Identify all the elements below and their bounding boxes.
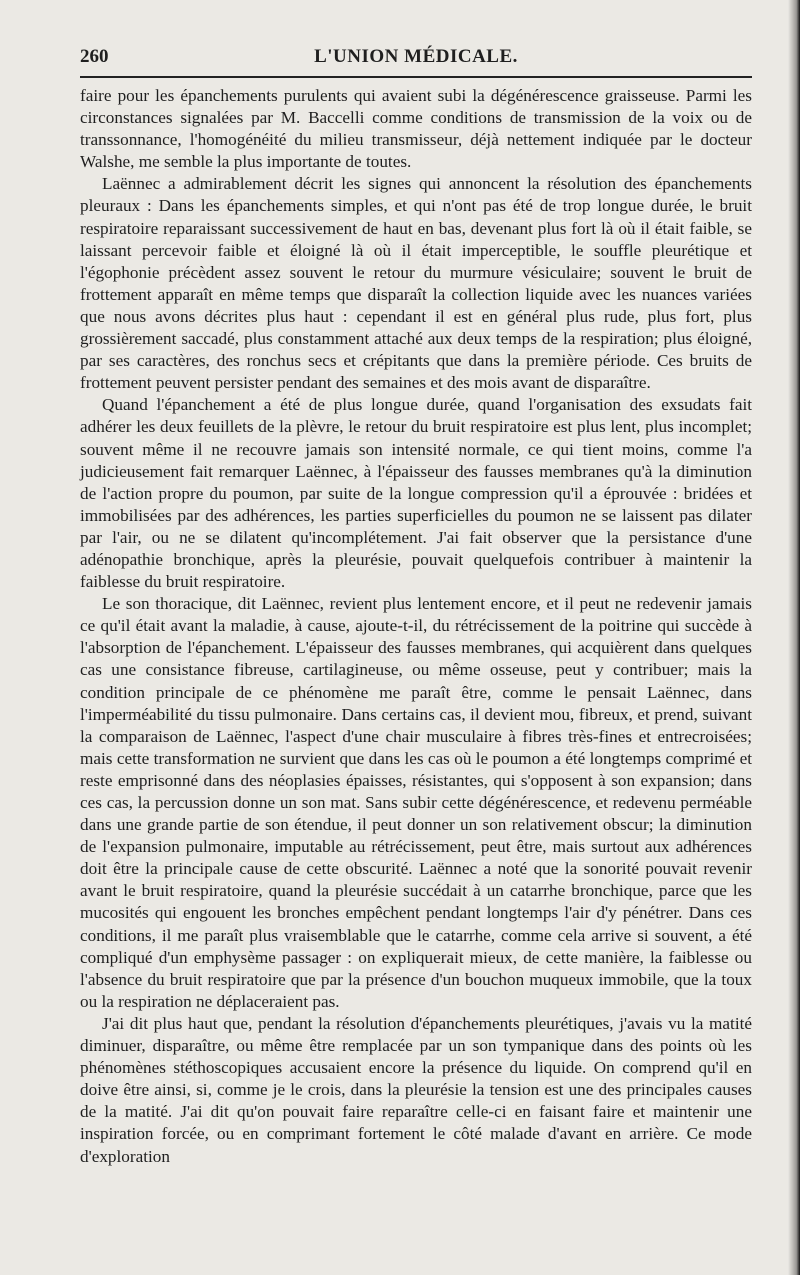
body-text (80, 85, 752, 1168)
paragraph: Laënnec a admirablement décrit les signes qui annoncent la résolution des épanchements pleuraux : Dans les épanchements simples, et qui n'ont pas été de trop longue durée, le bruit respiratoire reparaissant successivement de haut en bas, devenant plus fort là où il était faible, se laissant percevoir faible et éloigné là où il était imperceptible, le souffle pleurétique et l'égophonie précèdent assez souvent le retour du murmure vésiculaire; souvent le bruit de frottement apparaît en même temps que disparaît la collection liquide avec les nuances variées que nous avons décrites plus haut : cependant il est en général plus rude, plus fort, plus grossièrement saccadé, plus constamment attaché aux deux temps de la respiration; plus éloigné, par ses caractères, des ronchus secs et crépitants que dans la première période. Ces bruits de frottement peuvent persister pendant des semaines et des mois avant de disparaître. (80, 174, 752, 393)
page-edge-shadow (788, 0, 800, 1275)
page-header (80, 42, 752, 72)
paragraph: J'ai dit plus haut que, pendant la résolution d'épanchements pleurétiques, j'avais vu la matité diminuer, disparaître, ou même être remplacée par un son tympanique dans des points où les phénomènes stéthoscopiques accusaient encore la présence du liquide. On comprend qu'il en doive être ainsi, si, comme je le crois, dans la pleurésie la tension est une des principales causes de la matité. J'ai dit qu'on pouvait faire reparaître celle-ci en faisant faire et maintenir une inspiration forcée, ou en comprimant fortement le côté malade d'avant en arrière. Ce mode d'exploration (80, 1013, 752, 1166)
header-rule (80, 76, 752, 78)
paragraph: faire pour les épanchements purulents qui avaient subi la dégénérescence graisseuse. Parmi les circonstances signalées par M. Baccelli comme conditions de transmission de la voix ou de transsonnance, l'homogénéité du milieu transmisseur, déjà nettement indiquée par le docteur Walshe, me semble la plus importante de toutes. (80, 86, 752, 172)
page-number: 260 (80, 46, 109, 67)
paragraph: Le son thoracique, dit Laënnec, revient plus lentement encore, et il peut ne redevenir jamais ce qu'il était avant la maladie, à cause, ajoute-t-il, du rétrécissement de la poitrine qui succède à l'absorption de l'épanchement. L'épaisseur des fausses membranes, qui acquièrent dans quelques cas une consistance fibreuse, cartilagineuse, ou même osseuse, peut y contribuer; mais la condition principale de ce phénomène me paraît être, comme le pensait Laënnec, dans l'imperméabilité du tissu pulmonaire. Dans certains cas, il devient mou, fibreux, et prend, suivant la comparaison de Laënnec, l'aspect d'une chair musculaire à fibres très-fines et entrecroisées; mais cette transformation ne survient que dans les cas où le poumon a été longtemps comprimé et reste emprisonné dans des néoplasies épaisses, résistantes, qui s'opposent à son expansion; dans ces cas, la percussion donne un son mat. Sans subir cette dégénérescence, et redevenu perméable dans une grande partie de son étendue, il peut donner un son relativement obscur; la diminution de l'expansion pulmonaire, imputable au rétrécissement, peut être, mais surtout aux adhérences doit être la principale cause de cette obscurité. Laënnec a noté que la sonorité pouvait revenir avant le bruit respiratoire, quand la pleurésie succédait à un catarrhe bronchique, parce que les mucosités qui engouent les bronches empêchent pendant longtemps l'air d'y pénétrer. Dans ces conditions, il me paraît plus vraisemblable que le catarrhe, comme cela arrive si souvent, a été compliqué d'un emphysème passager : on expliquerait mieux, de cette manière, la faiblesse ou l'absence du bruit respiratoire que par la présence d'un bouchon muqueux immobile, que la toux ou la respiration ne déplaceraient pas. (80, 594, 752, 1011)
running-head: L'UNION MÉDICALE. (314, 46, 518, 67)
paragraph: Quand l'épanchement a été de plus longue durée, quand l'organisation des exsudats fait adhérer les deux feuillets de la plèvre, le retour du bruit respiratoire est plus lent, plus incomplet; souvent même il ne recouvre jamais son intensité normale, ce qui tient moins, comme l'a judicieusement fait remarquer Laënnec, à l'épaisseur des fausses membranes qu'à la diminution de l'action propre du poumon, par suite de la longue compression qu'il a éprouvée : bridées et immobilisées par des adhérences, les parties superficielles du poumon ne se laissent pas dilater par l'air, ou ne se dilatent qu'incomplétement. J'ai fait observer que la persistance d'une adénopathie bronchique, après la pleurésie, pouvait quelquefois contribuer à maintenir la faiblesse du bruit respiratoire. (80, 395, 752, 592)
